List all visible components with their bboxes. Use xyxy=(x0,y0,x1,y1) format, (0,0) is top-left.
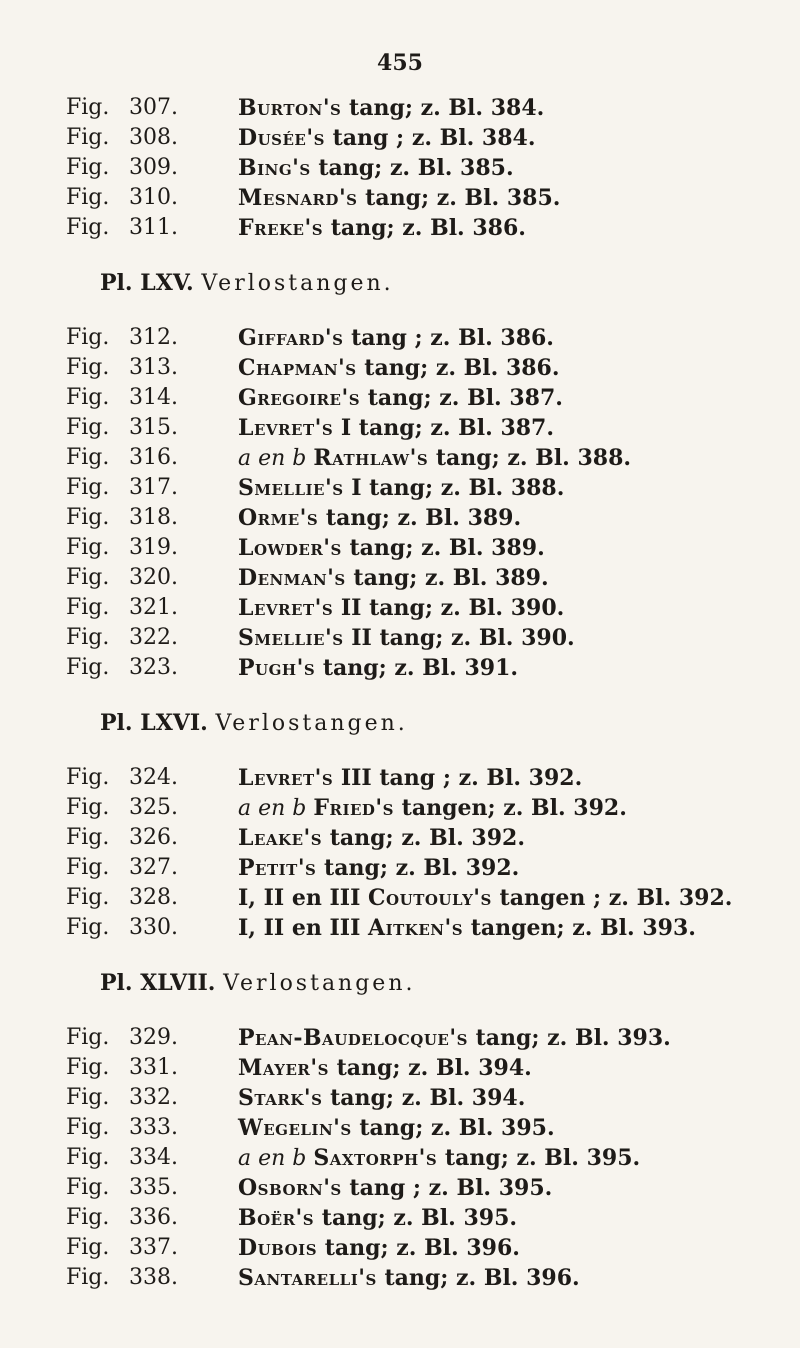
fig-label: Fig. xyxy=(66,385,110,410)
entry-text xyxy=(238,443,631,474)
fig-number: 325. xyxy=(129,795,178,820)
fig-label: Fig. xyxy=(66,1145,110,1170)
fig-number: 310. xyxy=(129,185,178,210)
entry-reference: tang; z. Bl. 392. xyxy=(322,825,525,851)
figure-entry xyxy=(0,473,800,503)
fig-number: 328. xyxy=(129,885,178,910)
figure-entry xyxy=(0,1203,800,1233)
entry-text xyxy=(238,213,526,243)
fig-number: 307. xyxy=(129,95,178,120)
entry-text xyxy=(238,913,696,943)
figure-entry xyxy=(0,213,800,243)
entry-reference: tang; z. Bl. 385. xyxy=(357,185,561,211)
figure-entry xyxy=(0,913,800,943)
entry-text xyxy=(238,123,536,153)
entry-reference: III tang ; z. Bl. 392. xyxy=(333,765,583,791)
figure-entry xyxy=(0,503,800,533)
forceps-name: Giffard's xyxy=(238,325,344,351)
fig-label: Fig. xyxy=(66,1025,110,1050)
entry-reference: tangen ; z. Bl. 392. xyxy=(491,885,733,911)
fig-number: 317. xyxy=(129,475,178,500)
figure-entry xyxy=(0,1263,800,1293)
entry-lead: I, II en III xyxy=(238,915,369,941)
fig-number: 320. xyxy=(129,565,178,590)
fig-label: Fig. xyxy=(66,215,110,240)
fig-label: Fig. xyxy=(66,355,110,380)
fig-label: Fig. xyxy=(66,825,110,850)
fig-number: 329. xyxy=(129,1025,178,1050)
fig-label: Fig. xyxy=(66,915,110,940)
fig-label: Fig. xyxy=(66,125,110,150)
fig-number: 314. xyxy=(129,385,178,410)
forceps-name: Pean-Baudelocque's xyxy=(238,1025,468,1051)
plate-title: Verlostangen. xyxy=(201,271,394,296)
fig-label: Fig. xyxy=(66,1235,110,1260)
fig-number: 327. xyxy=(129,855,178,880)
figure-entry xyxy=(0,763,800,793)
figure-entry xyxy=(0,593,800,623)
forceps-name: Rathlaw's xyxy=(313,445,429,471)
entry-text xyxy=(238,1263,580,1293)
figure-entry xyxy=(0,1233,800,1263)
forceps-name: Levret's xyxy=(238,765,334,791)
entry-lead: I, II en III xyxy=(238,885,369,911)
forceps-name: Denman's xyxy=(238,565,346,591)
fig-number: 322. xyxy=(129,625,178,650)
figure-entry xyxy=(0,1053,800,1083)
fig-number: 337. xyxy=(129,1235,178,1260)
forceps-name: Lowder's xyxy=(238,535,342,561)
entry-reference: tang; z. Bl. 395. xyxy=(437,1145,641,1171)
page-number: 455 xyxy=(377,50,423,76)
plate-title: Verlostangen. xyxy=(215,711,408,736)
fig-label: Fig. xyxy=(66,185,110,210)
fig-label: Fig. xyxy=(66,595,110,620)
figure-entry xyxy=(0,793,800,823)
figure-entry xyxy=(0,823,800,853)
entry-reference: tang; z. Bl. 395. xyxy=(314,1205,518,1231)
entry-text xyxy=(238,1053,532,1083)
plate-heading xyxy=(0,708,800,738)
fig-number: 309. xyxy=(129,155,178,180)
fig-number: 308. xyxy=(129,125,178,150)
fig-number: 318. xyxy=(129,505,178,530)
forceps-name: Dubois xyxy=(238,1235,318,1261)
entry-text xyxy=(238,823,525,853)
entry-text xyxy=(238,383,563,413)
plate-heading xyxy=(0,968,800,998)
entry-text xyxy=(238,1023,671,1053)
plate-number: Pl. LXVI. xyxy=(100,710,216,736)
entry-reference: tangen; z. Bl. 392. xyxy=(394,795,627,821)
fig-number: 332. xyxy=(129,1085,178,1110)
fig-label: Fig. xyxy=(66,325,110,350)
forceps-name: Coutouly's xyxy=(368,885,492,911)
fig-number: 326. xyxy=(129,825,178,850)
forceps-name: Wegelin's xyxy=(238,1115,352,1141)
fig-number: 338. xyxy=(129,1265,178,1290)
forceps-name: Gregoire's xyxy=(238,385,361,411)
entry-reference: tang ; z. Bl. 386. xyxy=(343,325,554,351)
fig-label: Fig. xyxy=(66,1205,110,1230)
entry-text xyxy=(238,623,575,653)
fig-number: 311. xyxy=(129,215,178,240)
fig-label: Fig. xyxy=(66,855,110,880)
entry-reference: tang; z. Bl. 386. xyxy=(356,355,560,381)
fig-label: Fig. xyxy=(66,765,110,790)
figure-entry xyxy=(0,93,800,123)
forceps-name: Mayer's xyxy=(238,1055,329,1081)
entry-reference: II tang; z. Bl. 390. xyxy=(343,625,575,651)
entry-text xyxy=(238,793,627,824)
entry-reference: I tang; z. Bl. 388. xyxy=(343,475,565,501)
entry-reference: tang; z. Bl. 385. xyxy=(310,155,514,181)
entry-text xyxy=(238,413,554,443)
entry-text xyxy=(238,653,518,683)
figure-entry xyxy=(0,1083,800,1113)
forceps-name: Santarelli's xyxy=(238,1265,377,1291)
fig-label: Fig. xyxy=(66,95,110,120)
entry-text xyxy=(238,883,732,913)
fig-label: Fig. xyxy=(66,415,110,440)
figure-entry xyxy=(0,353,800,383)
fig-number: 324. xyxy=(129,765,178,790)
forceps-name: Burton's xyxy=(238,95,342,121)
entry-text xyxy=(238,503,521,533)
forceps-name: Levret's xyxy=(238,415,334,441)
figure-entry xyxy=(0,623,800,653)
figure-entry xyxy=(0,413,800,443)
entry-text xyxy=(238,763,582,793)
entry-prefix: a en b xyxy=(238,796,314,821)
entry-reference: tang; z. Bl. 394. xyxy=(322,1085,526,1111)
entry-reference: tang; z. Bl. 394. xyxy=(328,1055,532,1081)
fig-number: 334. xyxy=(129,1145,178,1170)
entry-reference: tang; z. Bl. 391. xyxy=(315,655,519,681)
entry-text xyxy=(238,1203,517,1233)
fig-number: 323. xyxy=(129,655,178,680)
forceps-name: Levret's xyxy=(238,595,334,621)
entry-reference: tang ; z. Bl. 384. xyxy=(324,125,536,151)
entry-reference: II tang; z. Bl. 390. xyxy=(333,595,565,621)
fig-label: Fig. xyxy=(66,535,110,560)
fig-number: 319. xyxy=(129,535,178,560)
forceps-name: Smellie's xyxy=(238,625,344,651)
entry-text xyxy=(238,93,544,123)
entry-text xyxy=(238,183,560,213)
fig-number: 313. xyxy=(129,355,178,380)
forceps-name: Osborn's xyxy=(238,1175,342,1201)
entry-text xyxy=(238,563,549,593)
forceps-name: Boër's xyxy=(238,1205,315,1231)
figure-entry xyxy=(0,1023,800,1053)
fig-label: Fig. xyxy=(66,1085,110,1110)
forceps-name: Leake's xyxy=(238,825,323,851)
plate-number: Pl. XLVII. xyxy=(100,970,224,996)
forceps-name: Pugh's xyxy=(238,655,316,681)
entry-reference: tang; z. Bl. 388. xyxy=(428,445,632,471)
figure-entry xyxy=(0,1173,800,1203)
fig-number: 312. xyxy=(129,325,178,350)
fig-label: Fig. xyxy=(66,795,110,820)
plate-title: Verlostangen. xyxy=(223,971,416,996)
figure-entry xyxy=(0,443,800,473)
forceps-name: Petit's xyxy=(238,855,317,881)
fig-label: Fig. xyxy=(66,445,110,470)
entry-reference: tang; z. Bl. 393. xyxy=(467,1025,671,1051)
entry-text xyxy=(238,1113,555,1143)
entry-text xyxy=(238,323,554,353)
figure-entry xyxy=(0,883,800,913)
fig-number: 333. xyxy=(129,1115,178,1140)
fig-label: Fig. xyxy=(66,1115,110,1140)
fig-label: Fig. xyxy=(66,655,110,680)
entry-text xyxy=(238,473,564,503)
forceps-name: Chapman's xyxy=(238,355,357,381)
fig-number: 335. xyxy=(129,1175,178,1200)
entry-reference: tang; z. Bl. 384. xyxy=(341,95,545,121)
figure-entry xyxy=(0,323,800,353)
entry-text xyxy=(238,153,514,183)
plate-number: Pl. LXV. xyxy=(100,270,202,296)
entry-reference: tang; z. Bl. 389. xyxy=(345,565,549,591)
figure-entry xyxy=(0,853,800,883)
forceps-name: Dusée's xyxy=(238,125,325,151)
entry-reference: tang; z. Bl. 389. xyxy=(341,535,545,561)
figure-entry xyxy=(0,183,800,213)
entry-text xyxy=(238,1233,520,1263)
entry-reference: tangen; z. Bl. 393. xyxy=(463,915,696,941)
entry-text xyxy=(238,1173,552,1203)
fig-label: Fig. xyxy=(66,885,110,910)
figure-entry xyxy=(0,533,800,563)
fig-label: Fig. xyxy=(66,155,110,180)
fig-label: Fig. xyxy=(66,625,110,650)
forceps-name: Fried's xyxy=(313,795,394,821)
entry-reference: tang; z. Bl. 386. xyxy=(323,215,526,241)
forceps-name: Stark's xyxy=(238,1085,323,1111)
figure-entry xyxy=(0,563,800,593)
forceps-name: Aitken's xyxy=(368,915,464,941)
fig-number: 315. xyxy=(129,415,178,440)
forceps-name: Orme's xyxy=(238,505,319,531)
entry-text xyxy=(238,1143,640,1174)
entry-prefix: a en b xyxy=(238,1146,314,1171)
forceps-name: Bing's xyxy=(238,155,311,181)
figure-index xyxy=(0,93,800,1293)
entry-reference: tang ; z. Bl. 395. xyxy=(341,1175,553,1201)
forceps-name: Smellie's xyxy=(238,475,344,501)
entry-reference: I tang; z. Bl. 387. xyxy=(333,415,555,441)
figure-entry xyxy=(0,123,800,153)
figure-entry xyxy=(0,1113,800,1143)
fig-number: 331. xyxy=(129,1055,178,1080)
fig-number: 330. xyxy=(129,915,178,940)
figure-entry xyxy=(0,1143,800,1173)
fig-number: 321. xyxy=(129,595,178,620)
entry-text xyxy=(238,353,560,383)
fig-number: 336. xyxy=(129,1205,178,1230)
entry-reference: tang; z. Bl. 389. xyxy=(318,505,522,531)
entry-text xyxy=(238,853,519,883)
entry-reference: tang; z. Bl. 387. xyxy=(360,385,563,411)
entry-reference: tang; z. Bl. 396. xyxy=(376,1265,580,1291)
fig-label: Fig. xyxy=(66,1265,110,1290)
fig-label: Fig. xyxy=(66,475,110,500)
figure-entry xyxy=(0,153,800,183)
fig-number: 316. xyxy=(129,445,178,470)
entry-text xyxy=(238,593,564,623)
entry-prefix: a en b xyxy=(238,446,314,471)
forceps-name: Mesnard's xyxy=(238,185,358,211)
entry-reference: tang; z. Bl. 395. xyxy=(351,1115,555,1141)
entry-reference: tang; z. Bl. 392. xyxy=(316,855,520,881)
fig-label: Fig. xyxy=(66,1055,110,1080)
forceps-name: Freke's xyxy=(238,215,324,241)
entry-text xyxy=(238,1083,525,1113)
fig-label: Fig. xyxy=(66,565,110,590)
entry-text xyxy=(238,533,545,563)
fig-label: Fig. xyxy=(66,505,110,530)
fig-label: Fig. xyxy=(66,1175,110,1200)
figure-entry xyxy=(0,653,800,683)
forceps-name: Saxtorph's xyxy=(313,1145,438,1171)
plate-heading xyxy=(0,268,800,298)
figure-entry xyxy=(0,383,800,413)
entry-reference: tang; z. Bl. 396. xyxy=(317,1235,520,1261)
